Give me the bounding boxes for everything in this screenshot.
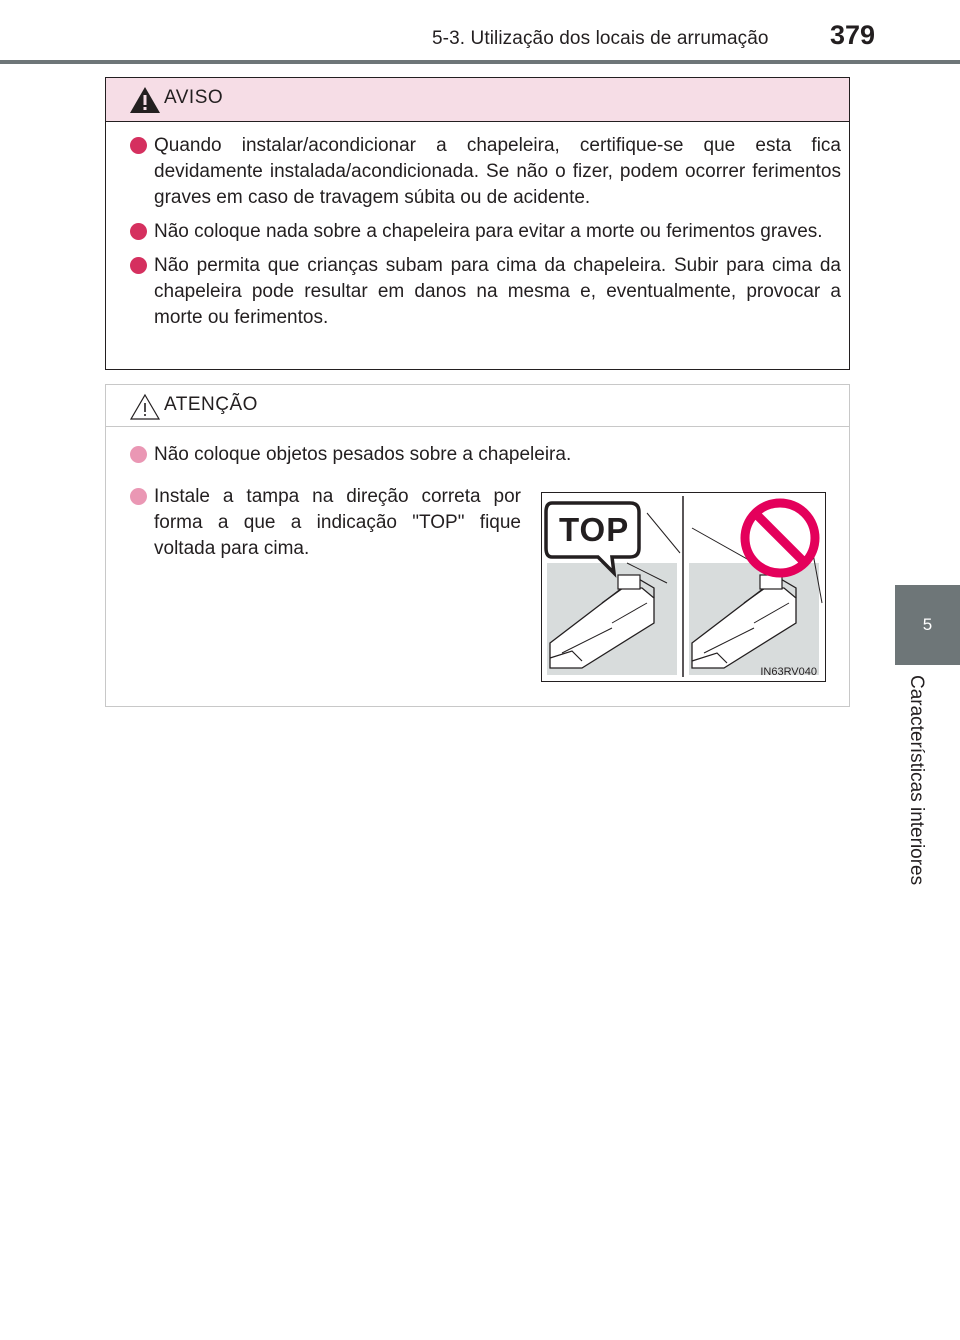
bullet-dot-icon xyxy=(130,446,147,463)
caution-triangle-outline-icon xyxy=(128,392,162,422)
header-rule xyxy=(0,60,960,64)
section-title: 5-3. Utilização dos locais de arrumação xyxy=(432,28,769,49)
bullet-dot-icon xyxy=(130,257,147,274)
warning-box xyxy=(105,77,850,370)
caution-box xyxy=(105,384,850,707)
warning-triangle-icon xyxy=(128,85,162,115)
caution-title: ATENÇÃO xyxy=(164,394,258,415)
chapter-tab xyxy=(895,585,960,665)
page-number: 379 xyxy=(830,20,876,50)
chapter-title: Características interiores xyxy=(906,675,927,886)
bullet-dot-icon xyxy=(130,223,147,240)
list-item: Não permita que crianças subam para cima da chapeleira. Subir para cima da chapeleira pode resultar em danos na mesma e, eventualmente, provocar a morte ou ferimentos. xyxy=(154,253,841,331)
bullet-dot-icon xyxy=(130,488,147,505)
top-callout-text: TOP xyxy=(559,511,630,548)
figure-code: IN63RV040 xyxy=(760,666,817,678)
warning-list xyxy=(106,133,849,339)
cover-orientation-figure xyxy=(541,492,826,682)
list-item: Instale a tampa na direção correta por forma a que a indicação "TOP" fique voltada para cima. xyxy=(154,484,521,562)
caution-header xyxy=(106,385,849,427)
warning-title: AVISO xyxy=(164,87,224,108)
list-item: Quando instalar/acondicionar a chapeleira, certifique-se que esta fica devidamente instalada/acondicionada. Se não o fizer, podem ocorrer ferimentos graves em caso de travagem súbita ou de acidente. xyxy=(154,133,841,211)
chapter-number: 5 xyxy=(922,615,933,634)
list-item: Não coloque objetos pesados sobre a chapeleira. xyxy=(154,442,841,468)
warning-header xyxy=(106,78,849,122)
list-item: Não coloque nada sobre a chapeleira para evitar a morte ou ferimentos graves. xyxy=(154,219,841,245)
prohibited-sign-icon xyxy=(745,503,815,573)
bullet-dot-icon xyxy=(130,137,147,154)
